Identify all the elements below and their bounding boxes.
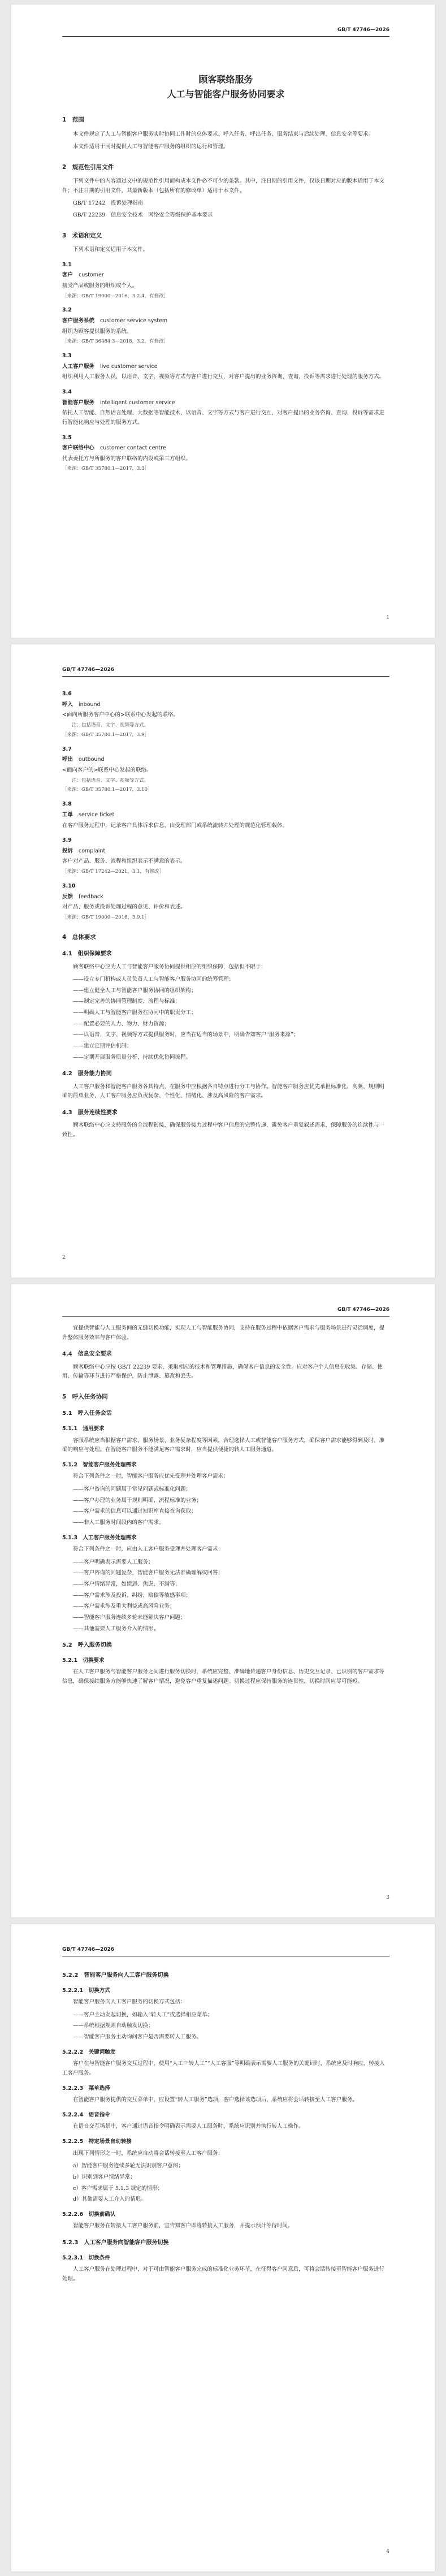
term-definition: <面向客户的>联系中心发起的联络。 — [62, 767, 152, 773]
standard-number: GB/T 47746—2026 — [62, 1947, 115, 1952]
term-name — [62, 271, 389, 280]
section-heading: 2 规范性引用文件 — [62, 163, 114, 171]
term-source: ［来源：GB/T 36484.3—2018，3.2，有修改］ — [62, 339, 169, 345]
term-number: 3.1 — [62, 261, 72, 268]
term-number: 3.5 — [62, 434, 72, 441]
dash-item: ——客户需求涉及重大利益或高风险业务； — [73, 1603, 175, 1610]
header-rule — [62, 36, 389, 37]
dash-item: ——客户办理的业务属于规则明确、流程标准的业务； — [73, 1497, 202, 1504]
section-heading: 3 术语和定义 — [62, 232, 102, 239]
paragraph: 人工客户服务在处理过程中，对于可由智能客户服务完成的标准化业务环节，在征得客户同意后，可将会话转接至智能客户服务进行处理。 — [62, 2266, 385, 2282]
clause-heading: 5.2.2.1 切换方式 — [62, 1987, 110, 1994]
list-item: b）识别到客户情绪异常； — [73, 2174, 136, 2180]
term-definition: 在客户服务过程中，记录客户具体诉求信息，由受理部门或系统流转并处理的规范化管理载体。 — [62, 822, 288, 829]
page-number: 4 — [386, 2549, 389, 2555]
document-page — [11, 1924, 435, 2571]
term-name — [62, 444, 389, 453]
section-heading: 4 总体要求 — [62, 933, 96, 941]
terms-list — [62, 261, 389, 474]
term-chinese: 客户联络中心 — [62, 445, 95, 452]
term-number: 3.4 — [62, 389, 72, 396]
paragraph: 智能客户服务向人工客户服务的切换方式包括： — [73, 1999, 186, 2006]
paragraph: 宜提供智能与人工服务间的无缝切换功能，实现人工与智能服务协同，支持在服务过程中依据客户需求与服务场景进行灵活调度，提升整体服务效率与客户体验。 — [62, 1325, 385, 1341]
dash-item: ——定期开展服务质量分析，持续优化协同流程。 — [73, 1054, 192, 1060]
dash-item: ——建立健全人工与智能客户服务协同的组织架构； — [73, 987, 197, 994]
subsection-heading: 5.2.2 智能客户服务向人工客户服务切换 — [62, 1972, 169, 1978]
dash-item: ——明确人工与智能客户服务在协同中的职责分工； — [73, 1010, 197, 1016]
dash-item: ——系统根据规则自动触发切换； — [73, 2023, 154, 2029]
term-english: customer service system — [100, 318, 168, 324]
dash-item: ——其他需要人工服务介入的情形。 — [73, 1625, 159, 1632]
term-chinese: 反馈 — [62, 893, 73, 900]
clause-heading: 5.2.2.5 特定场景自动转接 — [62, 2138, 132, 2145]
clause-heading: 5.2.2.2 关键词触发 — [62, 2049, 116, 2055]
term-definition: 组织为顾客提供服务的系统。 — [62, 328, 132, 335]
dash-item: ——非人工服务时间段内的客户需求。 — [73, 1519, 164, 1526]
document-page — [11, 644, 435, 1278]
term-english: customer — [79, 272, 104, 279]
paragraph: 本文件适用于同时提供人工与智能客户服务的组织的运行和管理。 — [73, 144, 229, 150]
page-content — [62, 684, 389, 1144]
paragraph: 在人工客户服务与智能客户服务之间进行服务切换时，系统应完整、准确地传递客户身份信息、历史交互记录、已识别的客户需求等信息，确保接续服务方能够快速了解客户情况，避免客户重复描述问题。切换过程应保持服务的连贯性，切换时间应尽可能短。 — [62, 1669, 385, 1685]
term-number: 3.9 — [62, 837, 72, 844]
term-number: 3.8 — [62, 801, 72, 808]
reference-item: GB/T 17242 投诉处理指南 — [73, 200, 143, 207]
document-page — [11, 5, 435, 638]
subsection-heading: 5.2 呼入服务切换 — [62, 1642, 112, 1649]
clause-heading: 5.2.2.3 菜单选择 — [62, 2085, 110, 2092]
dash-item: ——客户明确表示需要人工服务； — [73, 1558, 154, 1565]
reference-item: GB/T 22239 信息安全技术 网络安全等级保护基本要求 — [73, 212, 213, 219]
paragraph: 人工客户服务和智能客户服务各具特点，在服务中应根据各自特点进行分工与协作。智能客户服务应优先承担标准化、高频、规则明确的简单业务，人工客户服务应负责复杂、个性化、情绪化、涉及高风险的客户需求。 — [62, 1083, 385, 1099]
paragraph: 下列术语和定义适用于本文件。 — [73, 246, 149, 253]
term-name — [62, 399, 389, 408]
term-source: ［来源：GB/T 35780.1—2017，3.10］ — [62, 787, 153, 793]
paragraph: 顾客联络中心应按 GB/T 22239 要求，采取相应的技术和管理措施，确保客户信息的安全性。应对客户个人信息在收集、存储、使用、传输等环节进行严格保护，防止泄露、篡改和丢失。 — [62, 1363, 383, 1380]
term-source: ［来源：GB/T 19000—2016，3.9.1］ — [62, 914, 150, 920]
term-note: 注：包括语音、文字、视频等方式。 — [72, 777, 149, 783]
list-item: d）其他需要人工介入的情形。 — [73, 2196, 146, 2203]
term-definition: 对产品、服务或投诉处理过程的意见、评价和表述。 — [62, 904, 186, 911]
clause-heading: 5.1.2 智能客户服务处理需求 — [62, 1461, 137, 1468]
paragraph: 符合下列条件之一时，应由人工客户服务受理并处理客户需求： — [73, 1546, 224, 1553]
ordered-list — [62, 2162, 389, 2205]
term-definition: 组织利用人工服务人员，以语音、文字、视频等方式与客户进行交互，对客户提出的业务咨询、查询、投诉等需求进行处理的服务方式。 — [62, 374, 385, 380]
term-number: 3.2 — [62, 307, 72, 314]
term-chinese: 客户服务系统 — [62, 318, 95, 324]
standard-number: GB/T 47746—2026 — [62, 667, 115, 673]
dash-item: ——客户主动发起切换，如输入“转人工”或选择相应菜单； — [73, 2011, 213, 2018]
document-title — [62, 72, 389, 101]
term-definition: <面向所服务客户中心的>联系中心发起的联络。 — [62, 712, 179, 718]
term-number: 3.10 — [62, 882, 76, 889]
paragraph: 客服系统应当根据客户需求、服务场景、业务复杂程度等因素，合理选择人工或智能客户服务方式，确保客户需求能够得到及时、准确的响应与处理。在智能客户服务不能满足客户需求时，应当提供便捷的转人工服务通道。 — [62, 1437, 385, 1453]
term-english: inbound — [79, 701, 101, 708]
dash-item: ——制定完善的协同管理制度、流程与标准； — [73, 998, 181, 1005]
paragraph: 下列文件中的内容通过文中的规范性引用而构成本文件必不可少的条款。其中，注日期的引用文件，仅该日期对应的版本适用于本文件；不注日期的引用文件，其最新版本（包括所有的修改单）适用于本文件。 — [62, 178, 385, 194]
subsection-heading: 4.4 信息安全要求 — [62, 1351, 112, 1358]
dash-list — [62, 2011, 389, 2042]
dash-item: ——智能客户服务连续多轮未能解决客户问题； — [73, 1614, 186, 1621]
term-chinese: 呼入 — [62, 701, 73, 708]
paragraph: 智能客户服务在转接人工客户服务前，宜告知客户即将转接人工服务，并提示预计等待时间。 — [73, 2223, 293, 2229]
term-english: intelligent customer service — [100, 399, 175, 406]
term-number: 3.3 — [62, 353, 72, 360]
dash-list — [62, 1558, 389, 1634]
clause-heading: 5.2.2.4 语音指令 — [62, 2111, 110, 2118]
term-name — [62, 755, 389, 765]
term-english: service ticket — [79, 811, 115, 818]
dash-item: ——建立定期评估机制； — [73, 1042, 132, 1049]
term-chinese: 客户 — [62, 272, 73, 279]
term-name — [62, 317, 389, 326]
paragraph: 在语音交互场景中，客户通过语音指令明确表示需要人工服务时，系统应识别并执行转人工操作。 — [73, 2123, 304, 2130]
terms-list — [62, 690, 389, 922]
term-chinese: 人工客户服务 — [62, 363, 95, 370]
paragraph: 出现下列情形之一时，系统应自动将会话转接至人工客户服务： — [73, 2150, 224, 2157]
clause-heading: 5.2.2.6 切换前确认 — [62, 2211, 116, 2218]
term-name — [62, 700, 389, 710]
dash-item: ——客户需求涉及投诉、纠纷、赔偿等敏感事项； — [73, 1592, 192, 1599]
term-chinese: 投诉 — [62, 847, 73, 854]
dash-item: ——以语音、文字、视频等方式提供服务时，应当在适当的场景中，明确告知客户“服务来源”； — [73, 1032, 299, 1038]
dash-list — [62, 975, 389, 1062]
term-english: feedback — [79, 893, 103, 900]
term-number: 3.7 — [62, 746, 72, 752]
paragraph: 客户在与智能客户服务交互过程中，使用“人工”“转人工”“人工客服”等明确表示需要人工服务的关键词时，系统应及时响应，转接人工客户服务。 — [62, 2060, 385, 2076]
term-source: ［来源：GB/T 17242—2021，3.1，有修改］ — [62, 869, 164, 874]
term-english: complaint — [79, 847, 106, 854]
clause-heading: 5.2.1 切换要求 — [62, 1657, 105, 1664]
paragraph: 顾客联络中心应支持服务的全流程衔接，确保服务接力过程中客户信息的完整传递，避免客户重复叙述需求，保障服务的连续性与一致性。 — [62, 1122, 385, 1138]
subsection-heading: 4.2 服务能力协同 — [62, 1071, 112, 1077]
dash-item: ——设立专门机构或人员负责人工与智能客户服务协同的统筹管理； — [73, 976, 235, 983]
term-source: ［来源：GB/T 19000—2016，3.2.4，有修改］ — [62, 293, 169, 299]
list-item: c）客户需求属于 5.1.3 规定的情形； — [73, 2185, 163, 2192]
term-english: live customer service — [100, 363, 158, 370]
subsection-heading: 4.3 服务连续性要求 — [62, 1109, 118, 1116]
dash-item: ——配置必要的人力、物力、财力资源； — [73, 1020, 170, 1027]
page-number: 1 — [386, 615, 389, 621]
document-page — [11, 1284, 435, 1917]
term-name — [62, 362, 389, 372]
paragraph: 符合下列条件之一时，智能客户服务应优先受理并处理客户需求： — [73, 1473, 229, 1480]
term-definition: 客户对产品、服务、流程和组织表示不满意的表示。 — [62, 858, 186, 865]
standard-number: GB/T 47746—2026 — [337, 1307, 389, 1313]
page-number: 3 — [386, 1895, 389, 1900]
paragraph: 本文件规定了人工与智能客户服务实时协同工作时的总体要求、呼入任务、呼出任务、服务结束与后续处理、信息安全等要求。 — [73, 131, 374, 137]
dash-item: ——客户情绪异常，如愤怒、焦虑、不满等； — [73, 1581, 181, 1587]
clause-heading: 5.1.1 通用要求 — [62, 1425, 105, 1432]
title-line-1: 顾客联络服务 — [198, 74, 253, 85]
section-heading: 5 呼入任务协同 — [62, 1393, 108, 1400]
header-rule — [62, 676, 389, 677]
term-chinese: 呼出 — [62, 756, 73, 763]
page-content — [62, 1324, 389, 1690]
header-rule — [62, 1316, 389, 1317]
page-number: 2 — [62, 1255, 66, 1261]
section-heading: 1 范围 — [62, 116, 84, 124]
paragraph: 在智能客户服务提供的交互菜单中，应设置“转人工服务”选项，客户选择该选项后，系统应将会话转接至人工客户服务。 — [73, 2097, 358, 2103]
page-content — [62, 44, 389, 474]
term-name — [62, 893, 389, 902]
term-definition: 依托人工智能、自然语言处理、大数据等智能技术，以语音、文字等方式与客户进行交互，对客户提出的业务咨询、查询、投诉等需求进行智能化响应与处理的服务方式。 — [62, 410, 385, 426]
dash-item: ——客户需求的信息可以通过知识库直接查询获取； — [73, 1508, 197, 1515]
term-chinese: 工单 — [62, 811, 73, 818]
dash-list — [62, 1485, 389, 1528]
subsection-heading: 4.1 组织保障要求 — [62, 951, 112, 957]
clause-heading: 5.2.3.1 切换条件 — [62, 2254, 110, 2261]
clause-heading: 5.1.3 人工客户服务处理需求 — [62, 1534, 137, 1541]
term-definition: 代表委托方与所服务的客户联络的内设或第三方组织。 — [62, 455, 192, 462]
term-english: customer contact centre — [100, 445, 166, 452]
subsection-heading: 5.1 呼入任务会话 — [62, 1410, 112, 1417]
term-name — [62, 811, 389, 820]
term-number: 3.6 — [62, 691, 72, 697]
term-english: outbound — [79, 756, 105, 763]
paragraph: 顾客联络中心应为人工与智能客户服务协同提供相应的组织保障，包括但不限于： — [73, 963, 267, 970]
term-source: ［来源：GB/T 35780.1—2017，3.3］ — [62, 466, 150, 472]
term-note: 注：包括语音、文字、视频等方式。 — [72, 722, 149, 728]
subsection-heading: 5.2.3 人工客户服务向智能客户服务切换 — [62, 2240, 169, 2246]
dash-item: ——客户咨询的问题复杂，智能客户服务无法准确理解或回答； — [73, 1570, 224, 1577]
term-definition: 接受产品或服务的组织或个人。 — [62, 282, 138, 289]
term-chinese: 智能客户服务 — [62, 399, 95, 406]
standard-number: GB/T 47746—2026 — [337, 27, 389, 33]
term-name — [62, 847, 389, 856]
term-source: ［来源：GB/T 35780.1—2017，3.9］ — [62, 731, 150, 738]
dash-item: ——智能客户服务主动询问客户是否需要转人工服务。 — [73, 2034, 202, 2040]
title-line-2: 人工与智能客户服务协同要求 — [167, 88, 285, 99]
list-item: a）智能客户服务连续多轮无法识别客户意图； — [73, 2163, 184, 2170]
page-content — [62, 1964, 389, 2287]
dash-item: ——客户咨询的问题属于常见问题或标准化问题； — [73, 1486, 192, 1492]
